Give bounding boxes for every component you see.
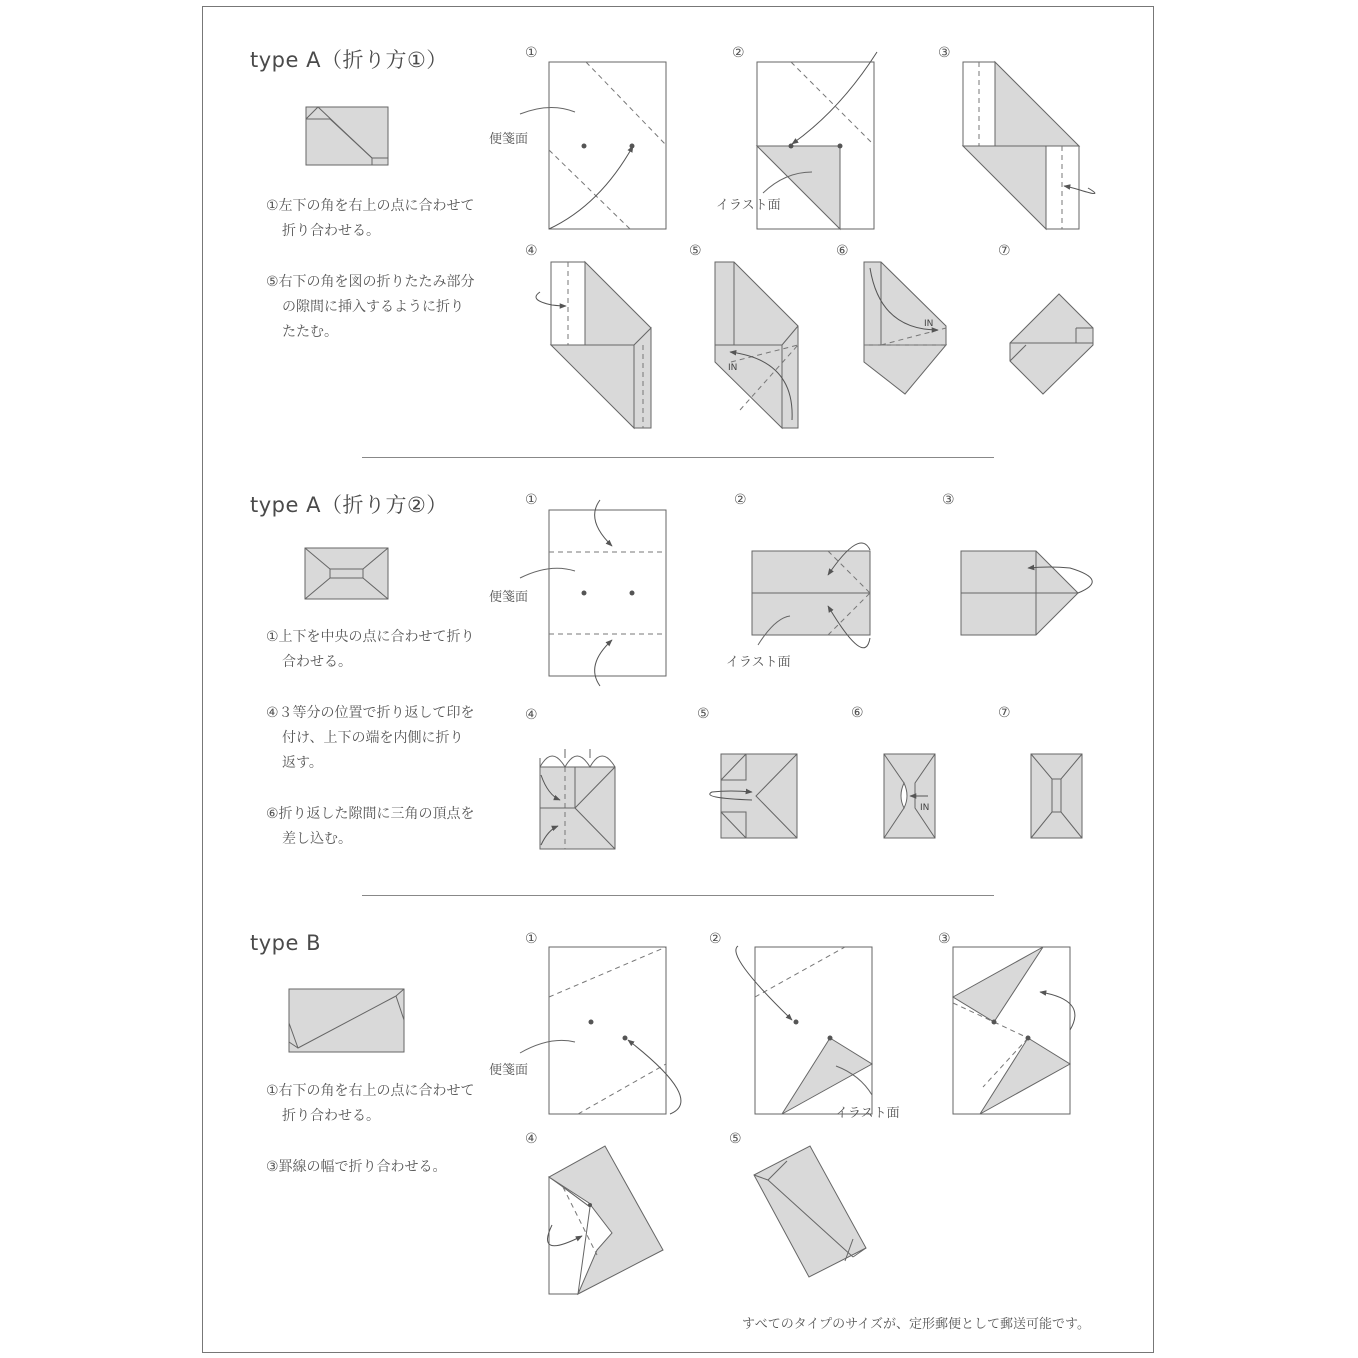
step-number: ④ xyxy=(525,1131,538,1147)
s3-step5-diagram xyxy=(754,1146,866,1277)
instruction-text: ①左下の角を右上の点に合わせて折り合わせる。 xyxy=(266,198,475,239)
instruction-text: ③罫線の幅で折り合わせる。 xyxy=(266,1159,447,1175)
s3-thumbnail xyxy=(289,989,404,1052)
illustration-face-label: イラスト面 xyxy=(716,198,781,213)
illustration-face-label: イラスト面 xyxy=(835,1106,900,1121)
s2-step7-diagram xyxy=(1031,754,1082,838)
s1-step7-diagram xyxy=(1010,294,1093,394)
instruction-text: ⑥折り返した隙間に三角の頂点を差し込む。 xyxy=(266,806,475,847)
step-number: ⑥ xyxy=(836,243,849,259)
illustration-face-label: イラスト面 xyxy=(726,655,791,670)
step-number: ④ xyxy=(525,707,538,723)
step-number: ② xyxy=(734,492,747,508)
step-number: ③ xyxy=(942,492,955,508)
step-number: ⑤ xyxy=(697,706,710,722)
s2-step2-diagram xyxy=(752,543,870,648)
instruction-text: ⑤右下の角を図の折りたたみ部分の隙間に挿入するように折りたたむ。 xyxy=(266,274,475,340)
stationery-face-label: 便箋面 xyxy=(489,132,529,147)
section-divider xyxy=(362,895,994,896)
section-divider xyxy=(362,457,994,458)
svg-text:IN: IN xyxy=(920,803,930,813)
s2-step6-diagram xyxy=(884,754,935,838)
step-number: ⑦ xyxy=(998,705,1011,721)
instructions xyxy=(266,1079,476,1206)
s3-step2-diagram xyxy=(736,946,872,1114)
step-number: ⑤ xyxy=(689,243,702,259)
s2-thumbnail xyxy=(305,548,388,599)
stationery-face-label: 便箋面 xyxy=(489,1063,529,1078)
footer-note: すべてのタイプのサイズが、定形郵便として郵送可能です。 xyxy=(742,1317,1091,1332)
step-number: ① xyxy=(525,492,538,508)
step-number: ⑦ xyxy=(998,243,1011,259)
s3-step3-diagram xyxy=(953,947,1075,1114)
s1-step5-diagram xyxy=(715,262,798,428)
s1-thumbnail xyxy=(306,107,388,165)
step-number: ① xyxy=(525,45,538,61)
stationery-face-label: 便箋面 xyxy=(489,590,529,605)
step-number: ③ xyxy=(938,931,951,947)
s1-step1-diagram xyxy=(520,62,666,229)
step-number: ① xyxy=(525,931,538,947)
step-number: ⑥ xyxy=(851,705,864,721)
instructions xyxy=(266,194,476,371)
s3-step1-diagram xyxy=(520,947,681,1114)
svg-text:IN: IN xyxy=(728,363,738,373)
step-number: ⑤ xyxy=(729,1131,742,1147)
s1-step6-diagram xyxy=(864,262,946,394)
instructions xyxy=(266,625,476,878)
section-title: type A（折り方①） xyxy=(250,48,448,72)
instruction-text: ①右下の角を右上の点に合わせて折り合わせる。 xyxy=(266,1083,475,1124)
s2-step3-diagram xyxy=(961,551,1092,635)
instruction-text: ①上下を中央の点に合わせて折り合わせる。 xyxy=(266,629,475,670)
step-number: ③ xyxy=(938,45,951,61)
instruction-text: ④３等分の位置で折り返して印を付け、上下の端を内側に折り返す。 xyxy=(266,705,475,771)
section-title: type B xyxy=(250,931,321,955)
s3-step4-diagram xyxy=(547,1146,663,1294)
step-number: ② xyxy=(709,931,722,947)
step-number: ② xyxy=(732,45,745,61)
svg-text:IN: IN xyxy=(924,319,934,329)
s2-step1-diagram xyxy=(520,500,666,686)
s2-step5-diagram xyxy=(710,754,797,838)
s1-step4-diagram xyxy=(536,262,651,428)
s1-step3-diagram xyxy=(963,62,1095,229)
section-title: type A（折り方②） xyxy=(250,493,448,517)
s2-step4-diagram xyxy=(540,749,615,849)
step-number: ④ xyxy=(525,243,538,259)
